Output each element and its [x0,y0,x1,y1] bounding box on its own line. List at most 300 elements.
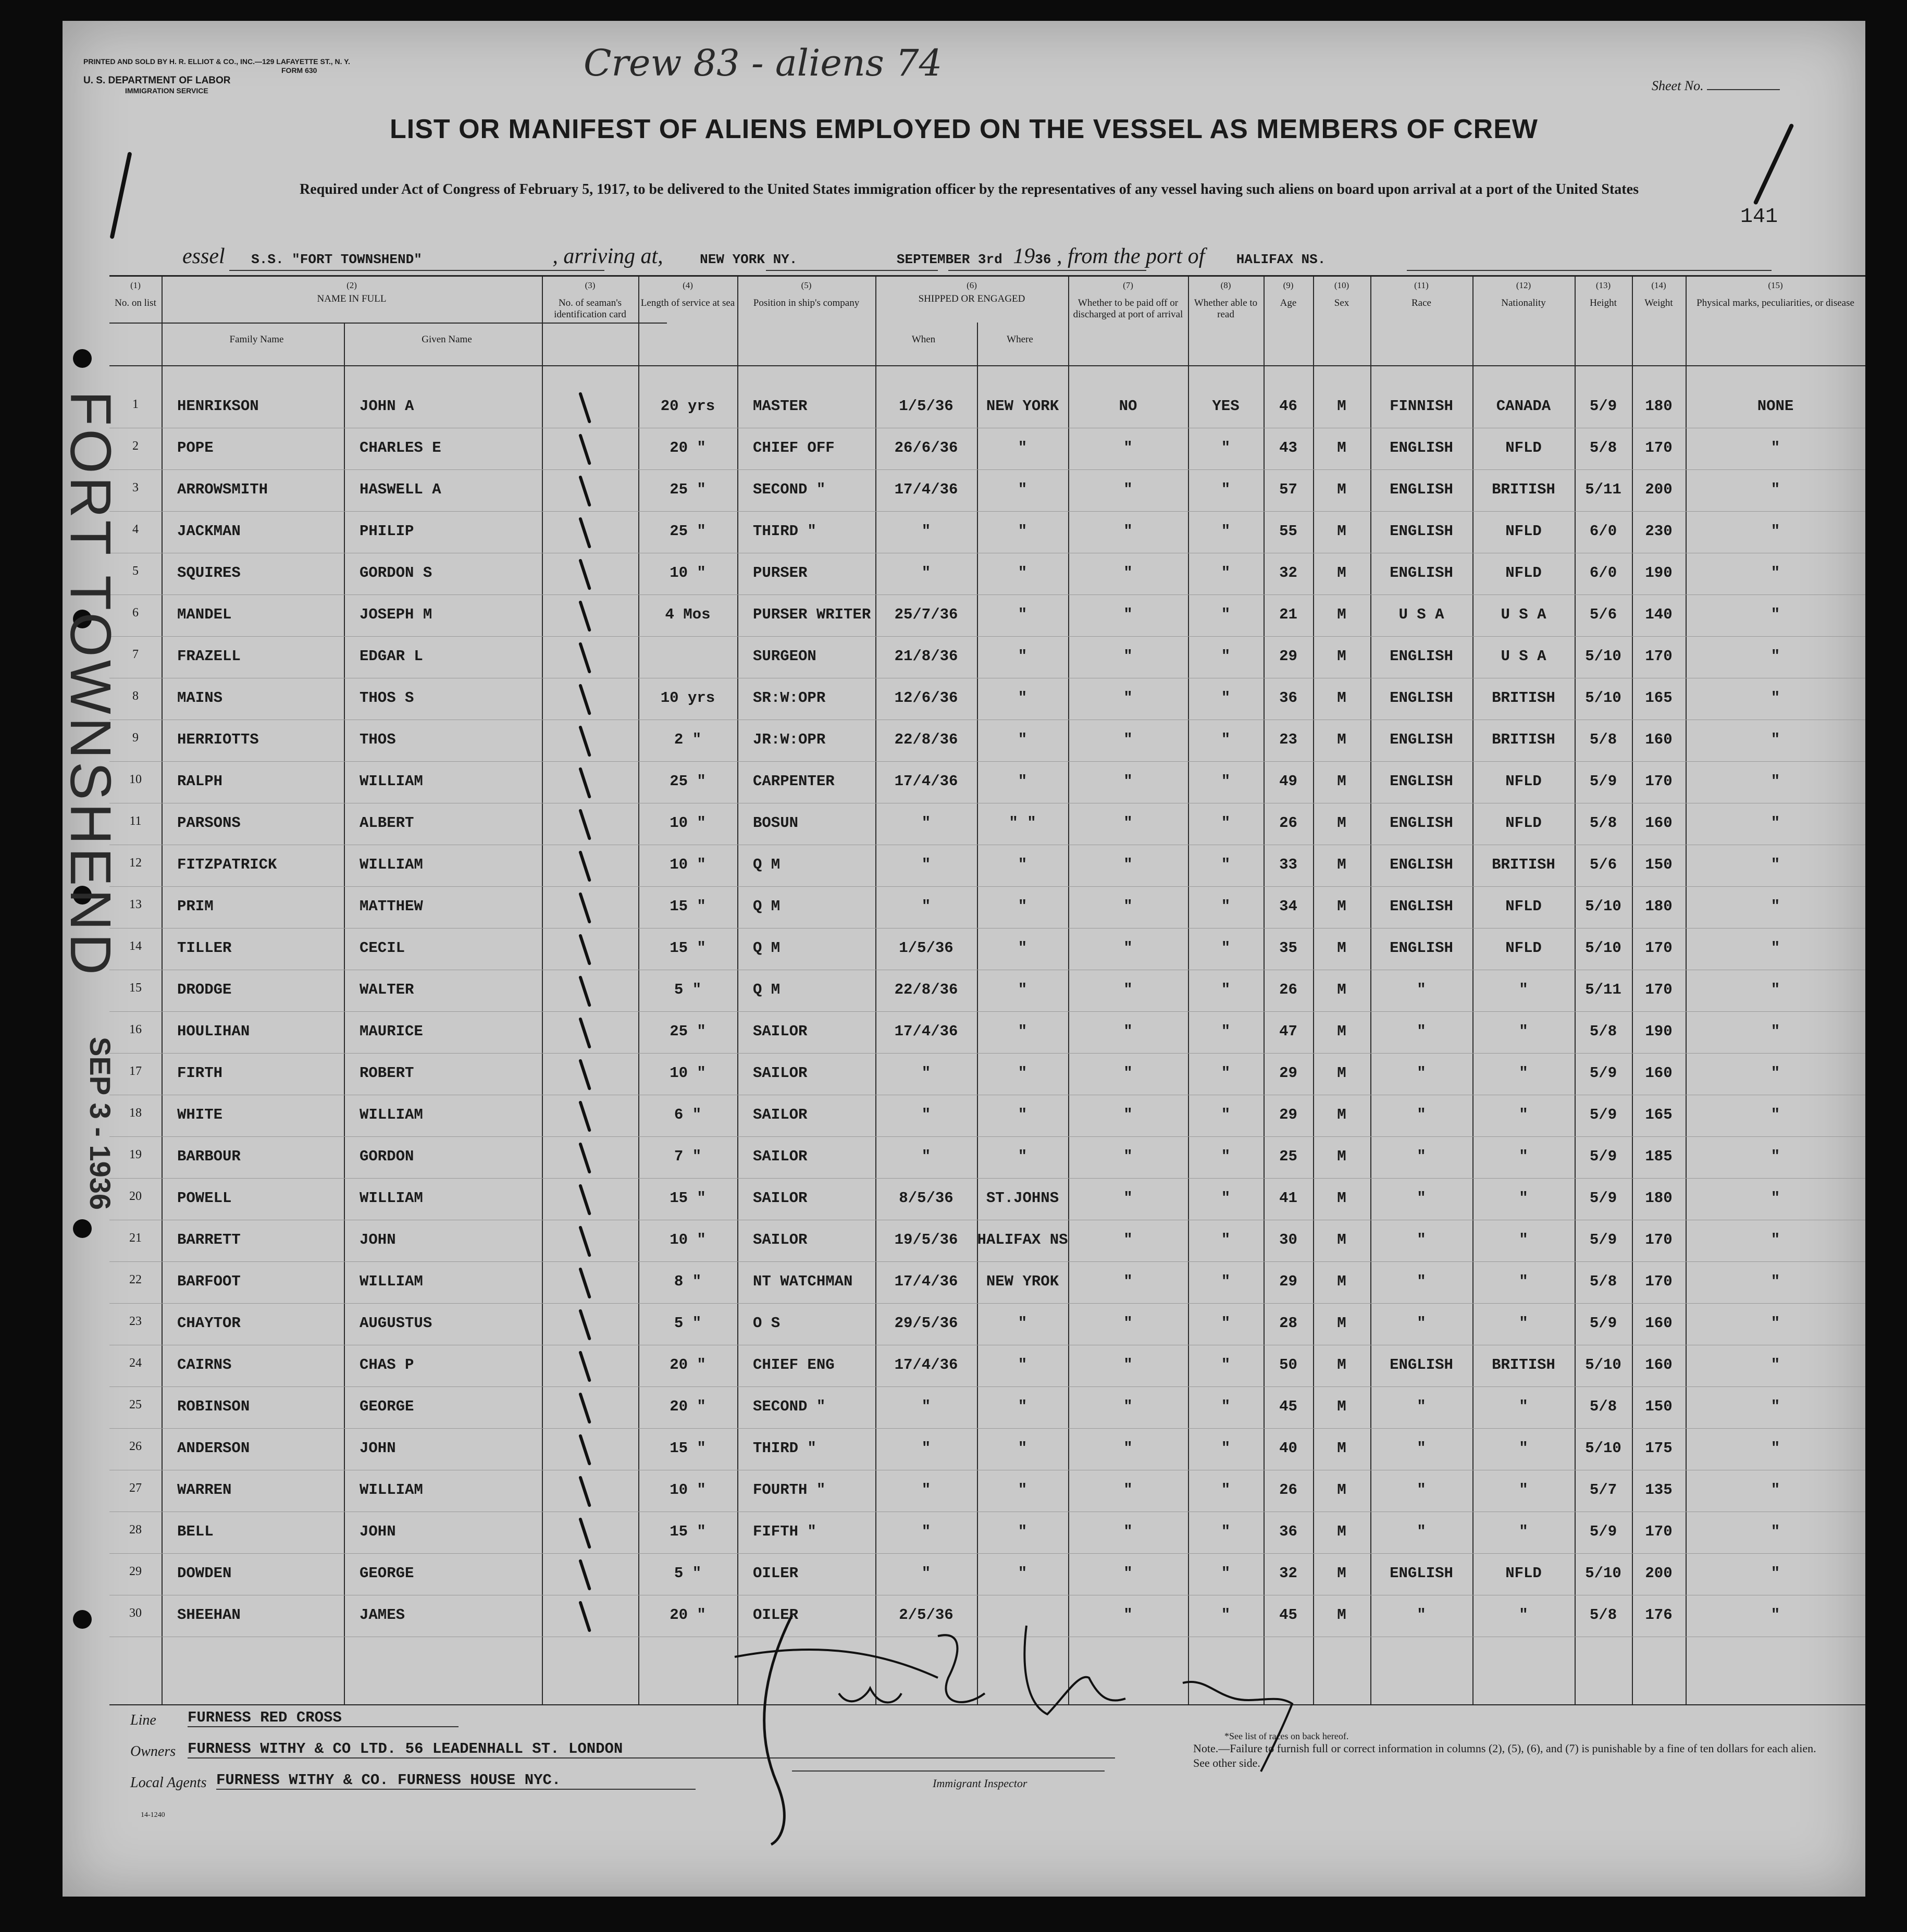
cell-position: SAILOR [753,1064,808,1082]
cell-read: " [1221,1398,1231,1415]
cell-no: 24 [129,1356,142,1370]
cell-nationality: " [1519,1023,1528,1040]
cell-age: 32 [1279,564,1297,581]
cell-race: ENGLISH [1390,856,1453,873]
cell-no: 9 [132,731,139,745]
cell-sex: M [1337,898,1346,915]
cell-family: WHITE [177,1106,223,1123]
cell-service: 2 " [674,731,702,748]
cell-sex: M [1337,1315,1346,1332]
cell-race: " [1417,1398,1426,1415]
cell-where: " [1018,689,1027,707]
cell-marks: " [1770,898,1780,915]
cell-service: 7 " [674,1148,702,1165]
column-header: Length of service at sea [640,298,735,308]
cell-family: PARSONS [177,814,241,832]
column-number: (14) [1651,280,1666,290]
cell-paid: " [1123,1064,1133,1082]
row-rule [109,469,1865,470]
cell-no: 25 [129,1398,142,1411]
cell-when: 1/5/36 [899,939,954,957]
cell-paid: " [1123,439,1133,456]
cell-age: 29 [1279,648,1297,665]
cell-marks: " [1770,1231,1780,1248]
cell-sex: M [1337,689,1346,707]
cell-service: 25 " [670,773,706,790]
cell-height: 5/9 [1589,1190,1617,1207]
cell-read: " [1221,523,1231,540]
cell-given: THOS [360,731,396,748]
owners-label: Owners [130,1743,176,1760]
column-number: (5) [801,280,812,290]
id-card-check-mark [578,975,591,1007]
cell-service: 20 yrs [660,398,715,415]
cell-height: 5/8 [1589,1273,1617,1290]
cell-given: HASWELL A [360,481,441,498]
cell-race: U S A [1398,606,1444,623]
cell-race: FINNISH [1390,398,1453,415]
cell-weight: 160 [1645,1315,1673,1332]
column-number: (15) [1768,280,1783,290]
date-stamp: SEP 3 - 1936 [84,1037,117,1210]
cell-when: 22/8/36 [894,731,958,748]
column-subheader: When [911,334,936,345]
cell-read: " [1221,1231,1231,1248]
cell-when: 2/5/36 [899,1606,954,1624]
column-number: (11) [1414,280,1429,290]
cell-where: " [1018,981,1027,998]
cell-race: " [1417,1023,1426,1040]
cell-given: JOHN [360,1523,396,1540]
cell-no: 23 [129,1315,142,1328]
cell-weight: 160 [1645,731,1673,748]
cell-given: JOHN [360,1231,396,1248]
cell-read: " [1221,981,1231,998]
cell-paid: " [1123,689,1133,707]
cell-nationality: " [1519,1523,1528,1540]
cell-where: NEW YROK [986,1273,1059,1290]
cell-service: 15 " [670,1523,706,1540]
cell-when: 22/8/36 [894,981,958,998]
cell-marks: " [1770,1481,1780,1498]
agents-value: FURNESS WITHY & CO. FURNESS HOUSE NYC. [216,1772,696,1790]
id-card-check-mark [578,392,591,424]
id-card-check-mark [578,934,591,965]
cell-read: " [1221,481,1231,498]
cell-paid: " [1123,648,1133,665]
column-number: (12) [1516,280,1531,290]
cell-nationality: CANADA [1496,398,1551,415]
cell-nationality: NFLD [1505,814,1542,832]
column-header: Position in ship's company [753,298,860,308]
cell-no: 21 [129,1231,142,1245]
cell-nationality: NFLD [1505,1565,1542,1582]
id-card-check-mark [578,1059,591,1091]
cell-paid: " [1123,1523,1133,1540]
cell-where: ST.JOHNS [986,1190,1059,1207]
cell-when: 17/4/36 [894,1273,958,1290]
cell-nationality: U S A [1501,648,1546,665]
cell-position: SECOND " [753,1398,826,1415]
cell-service: 20 " [670,439,706,456]
cell-marks: " [1770,1064,1780,1082]
column-number: (13) [1595,280,1611,290]
cell-where: " [1018,856,1027,873]
cell-given: CECIL [360,939,405,957]
inspector-label: Immigrant Inspector [933,1777,1027,1790]
cell-height: 6/0 [1589,523,1617,540]
cell-nationality: " [1519,981,1528,998]
cell-sex: M [1337,1023,1346,1040]
cell-read: " [1221,1523,1231,1540]
cell-age: 30 [1279,1231,1297,1248]
cell-no: 16 [129,1023,142,1036]
cell-marks: " [1770,939,1780,957]
cell-no: 14 [129,939,142,953]
race-note: *See list of races on back hereof. [1224,1731,1349,1741]
cell-no: 27 [129,1481,142,1495]
cell-paid: " [1123,898,1133,915]
cell-sex: M [1337,1606,1346,1624]
cell-height: 5/9 [1589,1315,1617,1332]
vessel-label: essel [182,244,225,268]
id-card-check-mark [578,600,591,632]
cell-when: 19/5/36 [894,1231,958,1248]
cell-position: PURSER [753,564,808,581]
id-card-check-mark [578,1559,591,1591]
from-port-label: , from the port of [1056,244,1205,268]
year-suffix: 36 [1035,252,1051,267]
cell-given: CHARLES E [360,439,441,456]
cell-service: 10 " [670,1064,706,1082]
cell-position: THIRD " [753,523,816,540]
cell-position: SR:W:OPR [753,689,826,707]
row-rule [109,1011,1865,1012]
cell-when: " [921,1523,931,1540]
cell-family: JACKMAN [177,523,241,540]
cell-race: " [1417,1148,1426,1165]
cell-age: 29 [1279,1064,1297,1082]
cell-marks: " [1770,814,1780,832]
cell-sex: M [1337,856,1346,873]
cell-read: " [1221,1106,1231,1123]
cell-marks: " [1770,1356,1780,1373]
cell-position: JR:W:OPR [753,731,826,748]
cell-family: FITZPATRICK [177,856,277,873]
cell-race: ENGLISH [1390,814,1453,832]
cell-given: WILLIAM [360,1106,423,1123]
cell-read: YES [1212,398,1240,415]
cell-weight: 170 [1645,939,1673,957]
cell-age: 28 [1279,1315,1297,1332]
cell-age: 50 [1279,1356,1297,1373]
cell-no: 12 [129,856,142,870]
cell-weight: 170 [1645,1273,1673,1290]
cell-read: " [1221,1064,1231,1082]
cell-position: CARPENTER [753,773,835,790]
cell-sex: M [1337,1064,1346,1082]
id-card-check-mark [578,1184,591,1216]
cell-position: SAILOR [753,1023,808,1040]
cell-weight: 170 [1645,773,1673,790]
cell-family: DOWDEN [177,1565,232,1582]
cell-service: 6 " [674,1106,702,1123]
id-card-check-mark [578,684,591,715]
column-header: Physical marks, peculiarities, or disease [1697,298,1854,308]
cell-marks: " [1770,1315,1780,1332]
cell-sex: M [1337,1523,1346,1540]
cell-nationality: BRITISH [1492,481,1555,498]
cell-height: 5/10 [1585,689,1621,707]
cell-age: 34 [1279,898,1297,915]
cell-read: " [1221,731,1231,748]
cell-read: " [1221,1315,1231,1332]
cell-weight: 180 [1645,1190,1673,1207]
cell-read: " [1221,689,1231,707]
cell-marks: " [1770,856,1780,873]
row-rule [109,1303,1865,1304]
cell-weight: 180 [1645,398,1673,415]
cell-when: 29/5/36 [894,1315,958,1332]
line-value: FURNESS RED CROSS [188,1709,459,1727]
cell-age: 33 [1279,856,1297,873]
cell-no: 13 [129,898,142,911]
cell-age: 21 [1279,606,1297,623]
cell-nationality: BRITISH [1492,1356,1555,1373]
cell-paid: " [1123,939,1133,957]
cell-family: DRODGE [177,981,232,998]
sheet-number-label: Sheet No. [1652,78,1704,93]
id-card-check-mark [578,1476,591,1507]
cell-marks: " [1770,1148,1780,1165]
printer-block [83,57,350,95]
column-number: (1) [130,280,141,290]
cell-nationality: NFLD [1505,939,1542,957]
cell-height: 5/9 [1589,1106,1617,1123]
cell-read: " [1221,606,1231,623]
cell-height: 5/10 [1585,939,1621,957]
id-card-check-mark [578,1142,591,1174]
cell-weight: 165 [1645,689,1673,707]
id-card-check-mark [578,1309,591,1341]
cell-read: " [1221,439,1231,456]
column-header: Whether to be paid off or discharged at port of arrival [1073,298,1183,320]
cell-sex: M [1337,398,1346,415]
cell-position: CHIEF OFF [753,439,835,456]
cell-given: ROBERT [360,1064,414,1082]
cell-no: 5 [132,564,139,578]
cell-age: 36 [1279,1523,1297,1540]
cell-sex: M [1337,439,1346,456]
cell-given: MAURICE [360,1023,423,1040]
cell-service: 10 " [670,856,706,873]
id-card-check-mark [578,892,591,924]
cell-marks: " [1770,1398,1780,1415]
cell-nationality: BRITISH [1492,731,1555,748]
cell-race: " [1417,1523,1426,1540]
cell-marks: " [1770,981,1780,998]
header-subdivider [109,323,667,324]
cell-service: 10 yrs [660,689,715,707]
cell-position: OILER [753,1606,799,1624]
cell-race: ENGLISH [1390,939,1453,957]
cell-given: WILLIAM [360,773,423,790]
cell-paid: " [1123,1148,1133,1165]
cell-race: " [1417,981,1426,998]
column-header: NAME IN FULL [317,293,387,304]
cell-sex: M [1337,731,1346,748]
column-number: (2) [346,280,357,290]
cell-service: 20 " [670,1356,706,1373]
cell-nationality: NFLD [1505,773,1542,790]
cell-height: 5/9 [1589,1231,1617,1248]
crew-table [109,275,1865,1705]
cell-sex: M [1337,1190,1346,1207]
cell-service: 4 Mos [665,606,711,623]
cell-when: 8/5/36 [899,1190,954,1207]
cell-nationality: " [1519,1315,1528,1332]
cell-height: 5/10 [1585,648,1621,665]
cell-paid: " [1123,1273,1133,1290]
cell-given: AUGUSTUS [360,1315,432,1332]
cell-given: MATTHEW [360,898,423,915]
from-port-fill-line [1407,270,1772,271]
cell-where: " [1018,439,1027,456]
officer-signature [714,1594,1391,1855]
cell-age: 36 [1279,689,1297,707]
page-title: LIST OR MANIFEST OF ALIENS EMPLOYED ON THE VESSEL AS MEMBERS OF CREW [390,114,1538,144]
arriving-label: , arriving at, [552,244,663,268]
cell-read: " [1221,564,1231,581]
cell-given: PHILIP [360,523,414,540]
cell-read: " [1221,1356,1231,1373]
cell-family: SHEEHAN [177,1606,241,1624]
id-card-check-mark [578,725,591,757]
cell-weight: 150 [1645,1398,1673,1415]
cell-sex: M [1337,606,1346,623]
cell-age: 45 [1279,1398,1297,1415]
cell-given: JOHN A [360,398,414,415]
manifest-sheet [58,21,1865,1897]
cell-height: 5/8 [1589,1606,1617,1624]
cell-paid: " [1123,981,1133,998]
cell-where: " [1018,773,1027,790]
cell-sex: M [1337,1481,1346,1498]
cell-position: PURSER WRITER [753,606,871,623]
cell-nationality: BRITISH [1492,856,1555,873]
cell-marks: " [1770,731,1780,748]
cell-age: 46 [1279,398,1297,415]
cell-age: 43 [1279,439,1297,456]
cell-read: " [1221,1273,1231,1290]
cell-age: 49 [1279,773,1297,790]
cell-service: 15 " [670,1190,706,1207]
column-rule [737,277,738,1704]
column-number: (10) [1334,280,1349,290]
cell-no: 26 [129,1440,142,1453]
cell-height: 5/8 [1589,814,1617,832]
cell-given: CHAS P [360,1356,414,1373]
cell-family: FIRTH [177,1064,223,1082]
cell-paid: " [1123,1190,1133,1207]
cell-race: ENGLISH [1390,1356,1453,1373]
cell-read: " [1221,773,1231,790]
cell-position: FIFTH " [753,1523,816,1540]
cell-weight: 176 [1645,1606,1673,1624]
cell-weight: 170 [1645,1523,1673,1540]
year-prefix: 19 [1013,244,1035,268]
cell-read: " [1221,856,1231,873]
cell-service: 10 " [670,1481,706,1498]
cell-position: SAILOR [753,1231,808,1248]
cell-service: 10 " [670,1231,706,1248]
cell-marks: " [1770,1606,1780,1624]
cell-weight: 160 [1645,1356,1673,1373]
cell-where: " [1018,564,1027,581]
cell-when: 21/8/36 [894,648,958,665]
cell-nationality: NFLD [1505,898,1542,915]
cell-paid: " [1123,814,1133,832]
column-rule [162,277,163,1704]
cell-read: " [1221,1606,1231,1624]
cell-age: 26 [1279,1481,1297,1498]
cell-sex: M [1337,523,1346,540]
cell-sex: M [1337,1148,1346,1165]
cell-race: " [1417,1231,1426,1248]
cell-nationality: " [1519,1231,1528,1248]
cell-height: 6/0 [1589,564,1617,581]
cell-read: " [1221,1190,1231,1207]
cell-sex: M [1337,1565,1346,1582]
column-header: Sex [1334,298,1349,308]
cell-marks: " [1770,773,1780,790]
column-subheader: Family Name [229,334,284,345]
cell-nationality: " [1519,1440,1528,1457]
cell-given: WILLIAM [360,1481,423,1498]
cell-marks: NONE [1757,398,1794,415]
cell-weight: 160 [1645,1064,1673,1082]
cell-where: " [1018,1148,1027,1165]
row-rule [109,1053,1865,1054]
vessel-line [182,244,1326,269]
cell-height: 5/6 [1589,606,1617,623]
sheet-number-field [1652,78,1780,94]
cell-position: Q M [753,981,781,998]
cell-read: " [1221,939,1231,957]
cell-where: " [1018,1523,1027,1540]
cell-where: " [1018,1023,1027,1040]
cell-given: EDGAR L [360,648,423,665]
column-number: (9) [1283,280,1294,290]
cell-weight: 140 [1645,606,1673,623]
cell-race: ENGLISH [1390,898,1453,915]
cell-family: PRIM [177,898,214,915]
cell-nationality: U S A [1501,606,1546,623]
cell-family: WARREN [177,1481,232,1498]
column-header: Height [1590,298,1617,308]
cell-nationality: " [1519,1148,1528,1165]
id-card-check-mark [578,1601,591,1632]
cell-paid: NO [1119,398,1137,415]
cell-no: 15 [129,981,142,995]
cell-sex: M [1337,1398,1346,1415]
cell-when: 1/5/36 [899,398,954,415]
cell-sex: M [1337,981,1346,998]
row-rule [109,511,1865,512]
cell-weight: 200 [1645,1565,1673,1582]
id-card-check-mark [578,1434,591,1466]
handwritten-crew-note: Crew 83 - aliens 74 [584,42,943,84]
